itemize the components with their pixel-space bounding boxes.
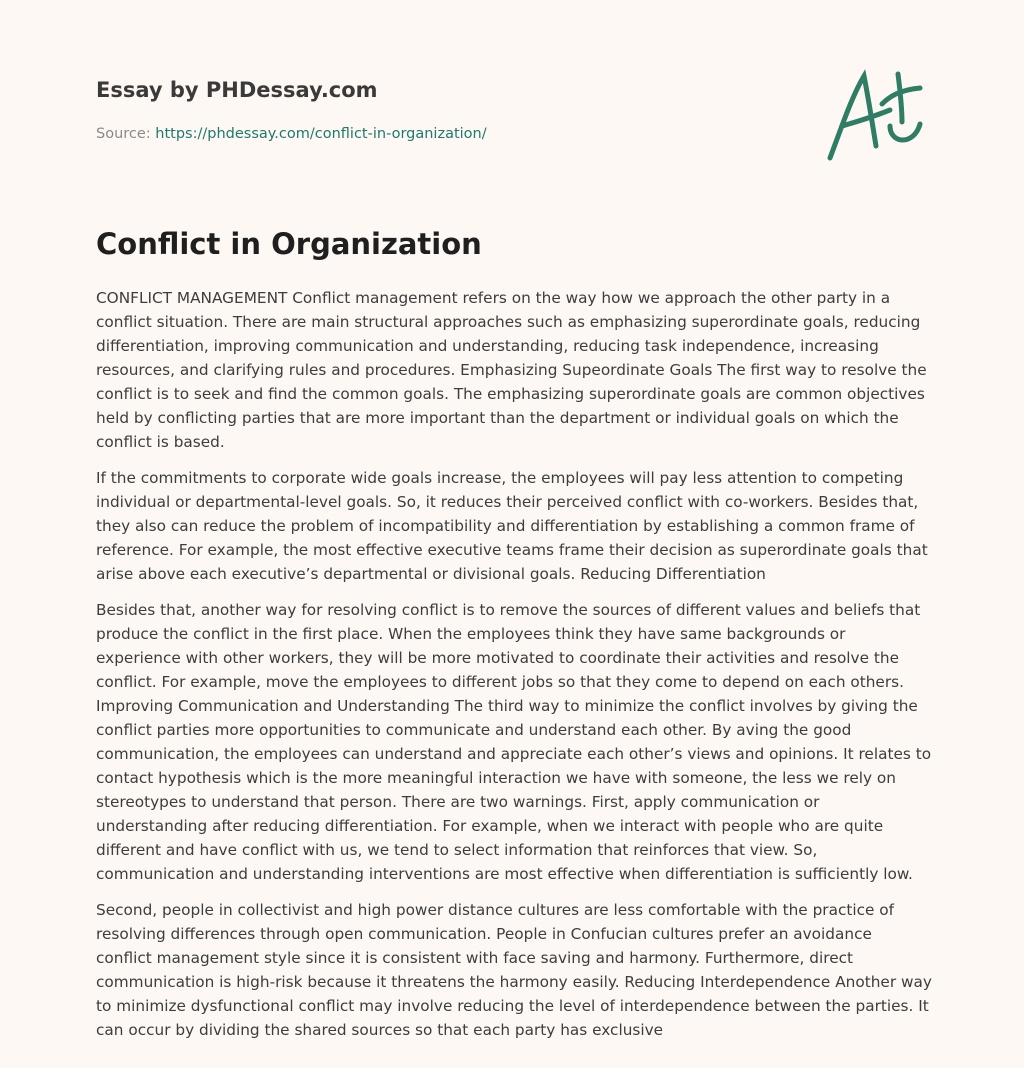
a-plus-logo-icon (820, 66, 930, 166)
essay-paragraph: Besides that, another way for resolving conflict is to remove the sources of different values and beliefs that produce the conflict in the first place. When the employees think they have same backgrounds or experience with other workers, they will be more motivated to coordinate their activities and resolve the conflict. For example, move the employees to different jobs so that they come to depend on each others. Improving Communication and Understanding The third way to minimize the conflict involves by giving the conflict parties more opportunities to communicate and understand each other. By aving the good communication, the employees can understand and appreciate each other’s views and opinions. It relates to contact hypothesis which is the more meaningful interaction we have with someone, the less we rely on stereotypes to understand that person. There are two warnings. First, apply communication or understanding after reducing differentiation. For example, when we interact with people who are quite different and have conflict with us, we tend to select information that reinforces that view. So, communication and understanding interventions are most effective when differentiation is sufficiently low. (96, 601, 932, 883)
source-link[interactable]: https://phdessay.com/conflict-in-organization/ (155, 126, 487, 142)
essay-title: Conflict in Organization (96, 227, 482, 261)
essay-paragraph: CONFLICT MANAGEMENT Conflict management refers on the way how we approach the other party in a conflict situation. There are main structural approaches such as emphasizing superordinate goals, reducing differentiation, improving communication and understanding, reducing task independence, increasing resources, and clarifying rules and procedures. Emphasizing Supeordinate Goals The first way to resolve the conflict is to seek and find the common goals. The emphasizing superordinate goals are common objectives held by conflicting parties that are more important than the department or individual goals on which the conflict is based. (96, 289, 927, 451)
a-plus-logo (820, 66, 930, 166)
essay-paragraph: If the commitments to corporate wide goals increase, the employees will pay less attention to competing individual or departmental-level goals. So, it reduces their perceived conflict with co-workers. Besides that, they also can reduce the problem of incompatibility and differentiation by establishing a common frame of reference. For example, the most effective executive teams frame their decision as superordinate goals that arise above each executive’s departmental or divisional goals. Reducing Differentiation (96, 469, 928, 583)
site-header (96, 76, 928, 104)
source-line (96, 124, 487, 144)
essay-paragraph: Second, people in collectivist and high power distance cultures are less comfortable with the practice of resolving differences through open communication. People in Confucian cultures prefer an avoidance conflict management style since it is consistent with face saving and harmony. Furthermore, direct communication is high-risk because it threatens the harmony easily. Reducing Interdependence Another way to minimize dysfunctional conflict may involve reducing the level of interdependence between the parties. It can occur by dividing the shared sources so that each party has exclusive (96, 901, 932, 1039)
essay-body (96, 286, 932, 1054)
brand-title: Essay by PHDessay.com (96, 78, 378, 102)
source-label: Source: (96, 126, 156, 142)
